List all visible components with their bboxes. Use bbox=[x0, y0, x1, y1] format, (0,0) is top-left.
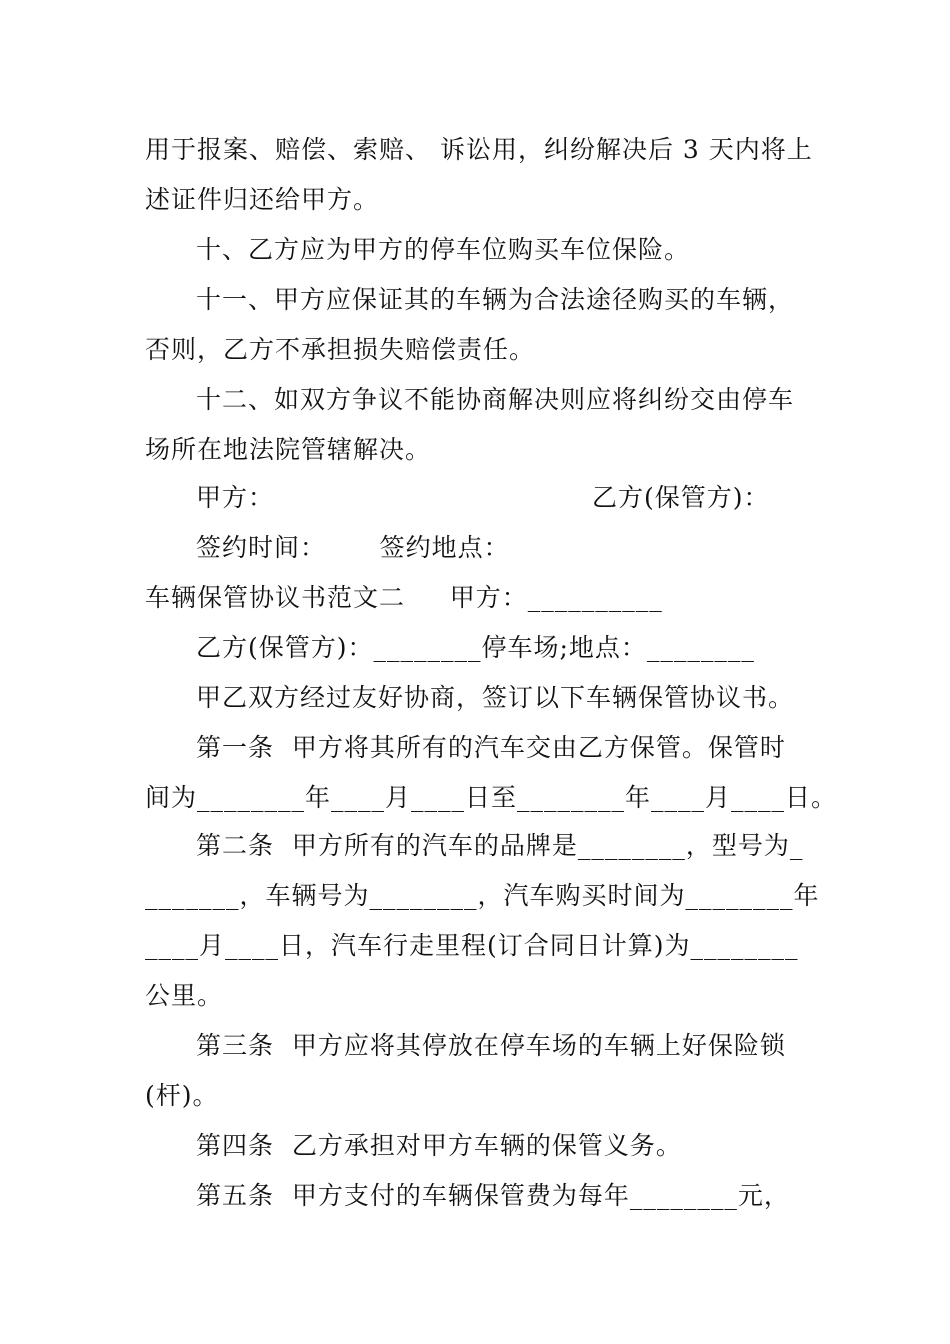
text-line: 述证件归还给甲方。 bbox=[145, 185, 380, 214]
text-line: ____月____日，汽车行走里程(订合同日计算)为________ bbox=[145, 931, 799, 960]
article-4: 第四条 乙方承担对甲方车辆的保管义务。 bbox=[196, 1131, 682, 1160]
clause-12: 十二、如双方争议不能协商解决则应将纠纷交由停车 bbox=[196, 385, 795, 414]
clause-10: 十、乙方应为甲方的停车位购买车位保险。 bbox=[196, 235, 691, 264]
signature-party-a: 甲方： bbox=[196, 483, 275, 512]
text-line: 场所在地法院管辖解决。 bbox=[145, 435, 432, 464]
article-3: 第三条 甲方应将其停放在停车场的车辆上好保险锁 bbox=[196, 1031, 786, 1060]
article-5: 第五条 甲方支付的车辆保管费为每年________元， bbox=[196, 1181, 790, 1210]
text-line: _______，车辆号为________，汽车购买时间为________年 bbox=[145, 881, 820, 910]
preamble: 甲乙双方经过友好协商，签订以下车辆保管协议书。 bbox=[196, 683, 795, 712]
text-line: 否则，乙方不承担损失赔偿责任。 bbox=[145, 335, 536, 364]
party-b-line: 乙方(保管方)：________停车场;地点：________ bbox=[196, 633, 755, 662]
signature-party-b: 乙方(保管方)： bbox=[592, 483, 770, 512]
signing-time-place: 签约时间： 签约地点： bbox=[196, 533, 510, 562]
text-line: 公里。 bbox=[145, 981, 224, 1010]
article-2: 第二条 甲方所有的汽车的品牌是________，型号为_ bbox=[196, 831, 804, 860]
text-line: 用于报案、赔偿、索赔、 诉讼用，纠纷解决后 3 天内将上 bbox=[145, 135, 813, 164]
section-title-sample-two: 车辆保管协议书范文二 甲方：__________ bbox=[145, 583, 663, 612]
clause-11: 十一、甲方应保证其的车辆为合法途径购买的车辆， bbox=[196, 285, 795, 314]
text-line: (杆)。 bbox=[145, 1081, 219, 1110]
article-1: 第一条 甲方将其所有的汽车交由乙方保管。保管时 bbox=[196, 733, 786, 762]
text-line: 间为________年____月____日至________年____月____日。 bbox=[145, 783, 838, 812]
